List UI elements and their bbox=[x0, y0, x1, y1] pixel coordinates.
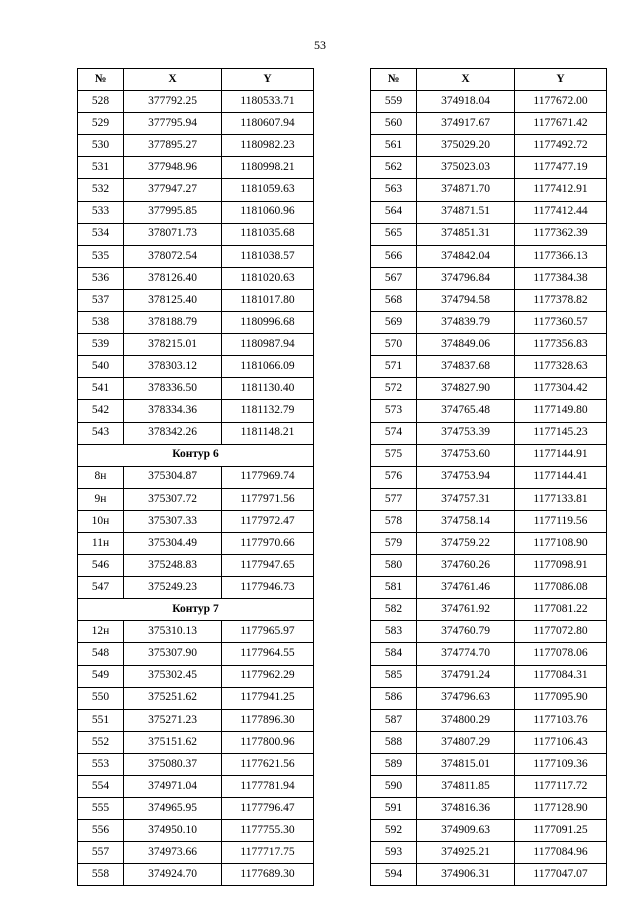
table-row bbox=[78, 223, 314, 245]
coord-x: 374815.01 bbox=[417, 753, 515, 775]
coord-y: 1177084.31 bbox=[515, 665, 607, 687]
point-number: 565 bbox=[371, 223, 417, 245]
coord-y: 1177149.80 bbox=[515, 400, 607, 422]
coord-y: 1181059.63 bbox=[222, 179, 314, 201]
header-x: X bbox=[417, 69, 515, 91]
coord-x: 374753.39 bbox=[417, 422, 515, 444]
coord-y: 1177755.30 bbox=[222, 820, 314, 842]
table-row bbox=[371, 289, 607, 311]
point-number: 10н bbox=[78, 510, 124, 532]
coord-x: 375310.13 bbox=[124, 621, 222, 643]
coord-x: 374753.94 bbox=[417, 466, 515, 488]
coord-y: 1180982.23 bbox=[222, 135, 314, 157]
section-row bbox=[78, 444, 314, 466]
coord-x: 374757.31 bbox=[417, 488, 515, 510]
table-row bbox=[371, 312, 607, 334]
table-row bbox=[78, 731, 314, 753]
point-number: 577 bbox=[371, 488, 417, 510]
coord-y: 1177384.38 bbox=[515, 267, 607, 289]
table-row bbox=[78, 312, 314, 334]
coord-y: 1177781.94 bbox=[222, 776, 314, 798]
coord-x: 374837.68 bbox=[417, 356, 515, 378]
header-y: Y bbox=[222, 69, 314, 91]
coord-y: 1177896.30 bbox=[222, 709, 314, 731]
coord-y: 1177084.96 bbox=[515, 842, 607, 864]
coord-y: 1177145.23 bbox=[515, 422, 607, 444]
point-number: 563 bbox=[371, 179, 417, 201]
coord-y: 1181148.21 bbox=[222, 422, 314, 444]
coord-x: 375023.03 bbox=[417, 157, 515, 179]
coord-x: 374909.63 bbox=[417, 820, 515, 842]
coord-y: 1177941.25 bbox=[222, 687, 314, 709]
point-number: 543 bbox=[78, 422, 124, 444]
coord-x: 374765.48 bbox=[417, 400, 515, 422]
point-number: 591 bbox=[371, 798, 417, 820]
point-number: 532 bbox=[78, 179, 124, 201]
coord-y: 1177091.25 bbox=[515, 820, 607, 842]
coord-y: 1177412.44 bbox=[515, 201, 607, 223]
coord-x: 375080.37 bbox=[124, 753, 222, 775]
coord-x: 374791.24 bbox=[417, 665, 515, 687]
coord-y: 1181020.63 bbox=[222, 267, 314, 289]
table-row bbox=[78, 709, 314, 731]
coord-y: 1177800.96 bbox=[222, 731, 314, 753]
coord-x: 374906.31 bbox=[417, 864, 515, 886]
table-row bbox=[371, 731, 607, 753]
point-number: 541 bbox=[78, 378, 124, 400]
table-row bbox=[78, 245, 314, 267]
coord-x: 378303.12 bbox=[124, 356, 222, 378]
coord-x: 375271.23 bbox=[124, 709, 222, 731]
coord-y: 1177128.90 bbox=[515, 798, 607, 820]
table-row bbox=[371, 113, 607, 135]
point-number: 574 bbox=[371, 422, 417, 444]
coord-x: 378336.50 bbox=[124, 378, 222, 400]
point-number: 561 bbox=[371, 135, 417, 157]
point-number: 8н bbox=[78, 466, 124, 488]
coord-y: 1177119.56 bbox=[515, 510, 607, 532]
table-row bbox=[78, 776, 314, 798]
point-number: 530 bbox=[78, 135, 124, 157]
point-number: 582 bbox=[371, 599, 417, 621]
table-row bbox=[78, 179, 314, 201]
coord-x: 374758.14 bbox=[417, 510, 515, 532]
coord-y: 1181035.68 bbox=[222, 223, 314, 245]
table-body bbox=[78, 91, 314, 886]
coord-y: 1177621.56 bbox=[222, 753, 314, 775]
coord-x: 374761.46 bbox=[417, 577, 515, 599]
coord-y: 1177117.72 bbox=[515, 776, 607, 798]
coord-x: 374973.66 bbox=[124, 842, 222, 864]
coord-x: 374794.58 bbox=[417, 289, 515, 311]
point-number: 542 bbox=[78, 400, 124, 422]
coord-x: 374760.26 bbox=[417, 555, 515, 577]
coord-y: 1177796.47 bbox=[222, 798, 314, 820]
coord-x: 374965.95 bbox=[124, 798, 222, 820]
coord-x: 374851.31 bbox=[417, 223, 515, 245]
point-number: 11н bbox=[78, 532, 124, 554]
coord-x: 374796.84 bbox=[417, 267, 515, 289]
coord-x: 374917.67 bbox=[417, 113, 515, 135]
table-row bbox=[78, 135, 314, 157]
coord-y: 1177366.13 bbox=[515, 245, 607, 267]
coord-y: 1177972.47 bbox=[222, 510, 314, 532]
point-number: 558 bbox=[78, 864, 124, 886]
table-row bbox=[78, 687, 314, 709]
table-row bbox=[78, 91, 314, 113]
coord-y: 1177492.72 bbox=[515, 135, 607, 157]
point-number: 538 bbox=[78, 312, 124, 334]
coordinates-table-left bbox=[77, 68, 314, 886]
coord-y: 1177078.06 bbox=[515, 643, 607, 665]
table-row bbox=[371, 356, 607, 378]
point-number: 560 bbox=[371, 113, 417, 135]
page-number: 53 bbox=[314, 38, 326, 52]
coord-y: 1177086.08 bbox=[515, 577, 607, 599]
coord-x: 375248.83 bbox=[124, 555, 222, 577]
coord-x: 374924.70 bbox=[124, 864, 222, 886]
section-title: Контур 7 bbox=[78, 599, 314, 621]
coord-x: 374807.29 bbox=[417, 731, 515, 753]
table-row bbox=[371, 621, 607, 643]
table-row bbox=[371, 687, 607, 709]
coord-x: 375304.49 bbox=[124, 532, 222, 554]
coord-y: 1181017.80 bbox=[222, 289, 314, 311]
coord-x: 375029.20 bbox=[417, 135, 515, 157]
coord-y: 1177378.82 bbox=[515, 289, 607, 311]
point-number: 531 bbox=[78, 157, 124, 179]
coord-x: 374950.10 bbox=[124, 820, 222, 842]
coord-y: 1180607.94 bbox=[222, 113, 314, 135]
coord-y: 1177412.91 bbox=[515, 179, 607, 201]
table-header-row bbox=[371, 69, 607, 91]
point-number: 571 bbox=[371, 356, 417, 378]
coord-x: 374761.92 bbox=[417, 599, 515, 621]
coord-y: 1180533.71 bbox=[222, 91, 314, 113]
coord-x: 377795.94 bbox=[124, 113, 222, 135]
coord-y: 1177360.57 bbox=[515, 312, 607, 334]
point-number: 592 bbox=[371, 820, 417, 842]
table-row bbox=[371, 665, 607, 687]
coord-x: 374753.60 bbox=[417, 444, 515, 466]
point-number: 589 bbox=[371, 753, 417, 775]
point-number: 587 bbox=[371, 709, 417, 731]
point-number: 586 bbox=[371, 687, 417, 709]
coord-x: 378071.73 bbox=[124, 223, 222, 245]
coord-y: 1177047.07 bbox=[515, 864, 607, 886]
coord-x: 375304.87 bbox=[124, 466, 222, 488]
coord-x: 378334.36 bbox=[124, 400, 222, 422]
coord-y: 1177109.36 bbox=[515, 753, 607, 775]
point-number: 567 bbox=[371, 267, 417, 289]
point-number: 573 bbox=[371, 400, 417, 422]
table-row bbox=[78, 577, 314, 599]
coord-x: 374839.79 bbox=[417, 312, 515, 334]
coord-y: 1177095.90 bbox=[515, 687, 607, 709]
point-number: 593 bbox=[371, 842, 417, 864]
point-number: 539 bbox=[78, 334, 124, 356]
point-number: 581 bbox=[371, 577, 417, 599]
coord-x: 374918.04 bbox=[417, 91, 515, 113]
table-row bbox=[78, 532, 314, 554]
coord-x: 374871.51 bbox=[417, 201, 515, 223]
table-row bbox=[371, 378, 607, 400]
table-row bbox=[78, 820, 314, 842]
point-number: 549 bbox=[78, 665, 124, 687]
coord-y: 1181130.40 bbox=[222, 378, 314, 400]
coord-x: 374774.70 bbox=[417, 643, 515, 665]
table-row bbox=[371, 577, 607, 599]
coord-x: 377947.27 bbox=[124, 179, 222, 201]
table-row bbox=[78, 356, 314, 378]
coord-x: 374759.22 bbox=[417, 532, 515, 554]
coord-y: 1177133.81 bbox=[515, 488, 607, 510]
point-number: 585 bbox=[371, 665, 417, 687]
coord-y: 1177964.55 bbox=[222, 643, 314, 665]
coord-y: 1177970.66 bbox=[222, 532, 314, 554]
table-row bbox=[371, 532, 607, 554]
coord-y: 1177098.91 bbox=[515, 555, 607, 577]
point-number: 583 bbox=[371, 621, 417, 643]
coord-x: 374871.70 bbox=[417, 179, 515, 201]
coord-x: 377995.85 bbox=[124, 201, 222, 223]
point-number: 594 bbox=[371, 864, 417, 886]
point-number: 556 bbox=[78, 820, 124, 842]
coord-x: 374816.36 bbox=[417, 798, 515, 820]
table-row bbox=[78, 113, 314, 135]
coord-x: 374842.04 bbox=[417, 245, 515, 267]
table-row bbox=[78, 510, 314, 532]
point-number: 566 bbox=[371, 245, 417, 267]
table-row bbox=[78, 555, 314, 577]
coord-y: 1177672.00 bbox=[515, 91, 607, 113]
coord-x: 374811.85 bbox=[417, 776, 515, 798]
point-number: 579 bbox=[371, 532, 417, 554]
table-row bbox=[371, 599, 607, 621]
table-row bbox=[371, 201, 607, 223]
coord-y: 1181066.09 bbox=[222, 356, 314, 378]
table-row bbox=[78, 201, 314, 223]
table-row bbox=[371, 709, 607, 731]
point-number: 12н bbox=[78, 621, 124, 643]
coord-x: 375302.45 bbox=[124, 665, 222, 687]
table-row bbox=[78, 334, 314, 356]
point-number: 553 bbox=[78, 753, 124, 775]
table-row bbox=[371, 444, 607, 466]
table-row bbox=[78, 643, 314, 665]
coord-x: 378342.26 bbox=[124, 422, 222, 444]
header-number: № bbox=[78, 69, 124, 91]
point-number: 554 bbox=[78, 776, 124, 798]
coord-x: 378072.54 bbox=[124, 245, 222, 267]
table-row bbox=[371, 223, 607, 245]
point-number: 555 bbox=[78, 798, 124, 820]
coord-y: 1177103.76 bbox=[515, 709, 607, 731]
table-row bbox=[78, 289, 314, 311]
coord-y: 1181038.57 bbox=[222, 245, 314, 267]
point-number: 548 bbox=[78, 643, 124, 665]
table-row bbox=[371, 643, 607, 665]
coord-x: 378125.40 bbox=[124, 289, 222, 311]
point-number: 528 bbox=[78, 91, 124, 113]
point-number: 546 bbox=[78, 555, 124, 577]
coord-x: 377948.96 bbox=[124, 157, 222, 179]
coord-y: 1177477.19 bbox=[515, 157, 607, 179]
coord-x: 378126.40 bbox=[124, 267, 222, 289]
coord-y: 1177144.41 bbox=[515, 466, 607, 488]
coord-y: 1180987.94 bbox=[222, 334, 314, 356]
table-row bbox=[371, 135, 607, 157]
table-header-row bbox=[78, 69, 314, 91]
point-number: 590 bbox=[371, 776, 417, 798]
table-body bbox=[371, 91, 607, 886]
header-number: № bbox=[371, 69, 417, 91]
table-row bbox=[78, 157, 314, 179]
coord-y: 1177081.22 bbox=[515, 599, 607, 621]
coord-y: 1180996.68 bbox=[222, 312, 314, 334]
point-number: 537 bbox=[78, 289, 124, 311]
coord-y: 1177362.39 bbox=[515, 223, 607, 245]
point-number: 564 bbox=[371, 201, 417, 223]
point-number: 529 bbox=[78, 113, 124, 135]
coord-y: 1180998.21 bbox=[222, 157, 314, 179]
coord-x: 374971.04 bbox=[124, 776, 222, 798]
coord-x: 374925.21 bbox=[417, 842, 515, 864]
table-row bbox=[371, 753, 607, 775]
table-row bbox=[371, 488, 607, 510]
table-row bbox=[371, 334, 607, 356]
table-row bbox=[78, 378, 314, 400]
coord-x: 374800.29 bbox=[417, 709, 515, 731]
coord-y: 1177108.90 bbox=[515, 532, 607, 554]
section-title: Контур 6 bbox=[78, 444, 314, 466]
point-number: 559 bbox=[371, 91, 417, 113]
coord-y: 1177969.74 bbox=[222, 466, 314, 488]
coord-x: 375249.23 bbox=[124, 577, 222, 599]
section-row bbox=[78, 599, 314, 621]
point-number: 580 bbox=[371, 555, 417, 577]
coord-x: 374827.90 bbox=[417, 378, 515, 400]
coord-y: 1177072.80 bbox=[515, 621, 607, 643]
coord-x: 375307.72 bbox=[124, 488, 222, 510]
point-number: 569 bbox=[371, 312, 417, 334]
point-number: 578 bbox=[371, 510, 417, 532]
point-number: 584 bbox=[371, 643, 417, 665]
point-number: 535 bbox=[78, 245, 124, 267]
coord-x: 375307.33 bbox=[124, 510, 222, 532]
coord-x: 377792.25 bbox=[124, 91, 222, 113]
table-row bbox=[371, 91, 607, 113]
table-row bbox=[78, 488, 314, 510]
table-row bbox=[371, 245, 607, 267]
coord-x: 375251.62 bbox=[124, 687, 222, 709]
table-row bbox=[371, 267, 607, 289]
table-row bbox=[371, 466, 607, 488]
point-number: 570 bbox=[371, 334, 417, 356]
table-row bbox=[78, 621, 314, 643]
coord-x: 374760.79 bbox=[417, 621, 515, 643]
table-row bbox=[371, 776, 607, 798]
coord-x: 375307.90 bbox=[124, 643, 222, 665]
table-row bbox=[78, 753, 314, 775]
table-row bbox=[371, 510, 607, 532]
point-number: 551 bbox=[78, 709, 124, 731]
point-number: 572 bbox=[371, 378, 417, 400]
point-number: 575 bbox=[371, 444, 417, 466]
table-row bbox=[78, 400, 314, 422]
coord-x: 378188.79 bbox=[124, 312, 222, 334]
coord-x: 374796.63 bbox=[417, 687, 515, 709]
point-number: 533 bbox=[78, 201, 124, 223]
point-number: 552 bbox=[78, 731, 124, 753]
coord-x: 375151.62 bbox=[124, 731, 222, 753]
coord-y: 1177947.65 bbox=[222, 555, 314, 577]
coord-y: 1177356.83 bbox=[515, 334, 607, 356]
coord-y: 1177328.63 bbox=[515, 356, 607, 378]
coord-x: 374849.06 bbox=[417, 334, 515, 356]
table-row bbox=[371, 157, 607, 179]
table-row bbox=[78, 466, 314, 488]
table-row bbox=[371, 842, 607, 864]
table-row bbox=[371, 820, 607, 842]
table-row bbox=[78, 665, 314, 687]
coord-y: 1177106.43 bbox=[515, 731, 607, 753]
coordinates-table-right bbox=[370, 68, 607, 886]
coord-y: 1181132.79 bbox=[222, 400, 314, 422]
table-row bbox=[371, 555, 607, 577]
table-row bbox=[78, 842, 314, 864]
coord-x: 377895.27 bbox=[124, 135, 222, 157]
point-number: 540 bbox=[78, 356, 124, 378]
table-row bbox=[371, 798, 607, 820]
coord-y: 1177962.29 bbox=[222, 665, 314, 687]
coord-x: 378215.01 bbox=[124, 334, 222, 356]
point-number: 534 bbox=[78, 223, 124, 245]
coord-y: 1181060.96 bbox=[222, 201, 314, 223]
table-row bbox=[371, 400, 607, 422]
table-row bbox=[78, 798, 314, 820]
point-number: 547 bbox=[78, 577, 124, 599]
point-number: 576 bbox=[371, 466, 417, 488]
point-number: 588 bbox=[371, 731, 417, 753]
table-row bbox=[78, 864, 314, 886]
coord-y: 1177965.97 bbox=[222, 621, 314, 643]
table-row bbox=[78, 422, 314, 444]
coord-y: 1177689.30 bbox=[222, 864, 314, 886]
header-x: X bbox=[124, 69, 222, 91]
table-row bbox=[371, 422, 607, 444]
coord-y: 1177144.91 bbox=[515, 444, 607, 466]
table-row bbox=[78, 267, 314, 289]
coord-y: 1177304.42 bbox=[515, 378, 607, 400]
header-y: Y bbox=[515, 69, 607, 91]
table-row bbox=[371, 864, 607, 886]
coord-y: 1177971.56 bbox=[222, 488, 314, 510]
coord-y: 1177946.73 bbox=[222, 577, 314, 599]
point-number: 9н bbox=[78, 488, 124, 510]
point-number: 568 bbox=[371, 289, 417, 311]
point-number: 557 bbox=[78, 842, 124, 864]
coord-y: 1177717.75 bbox=[222, 842, 314, 864]
coord-y: 1177671.42 bbox=[515, 113, 607, 135]
point-number: 562 bbox=[371, 157, 417, 179]
point-number: 536 bbox=[78, 267, 124, 289]
point-number: 550 bbox=[78, 687, 124, 709]
table-row bbox=[371, 179, 607, 201]
